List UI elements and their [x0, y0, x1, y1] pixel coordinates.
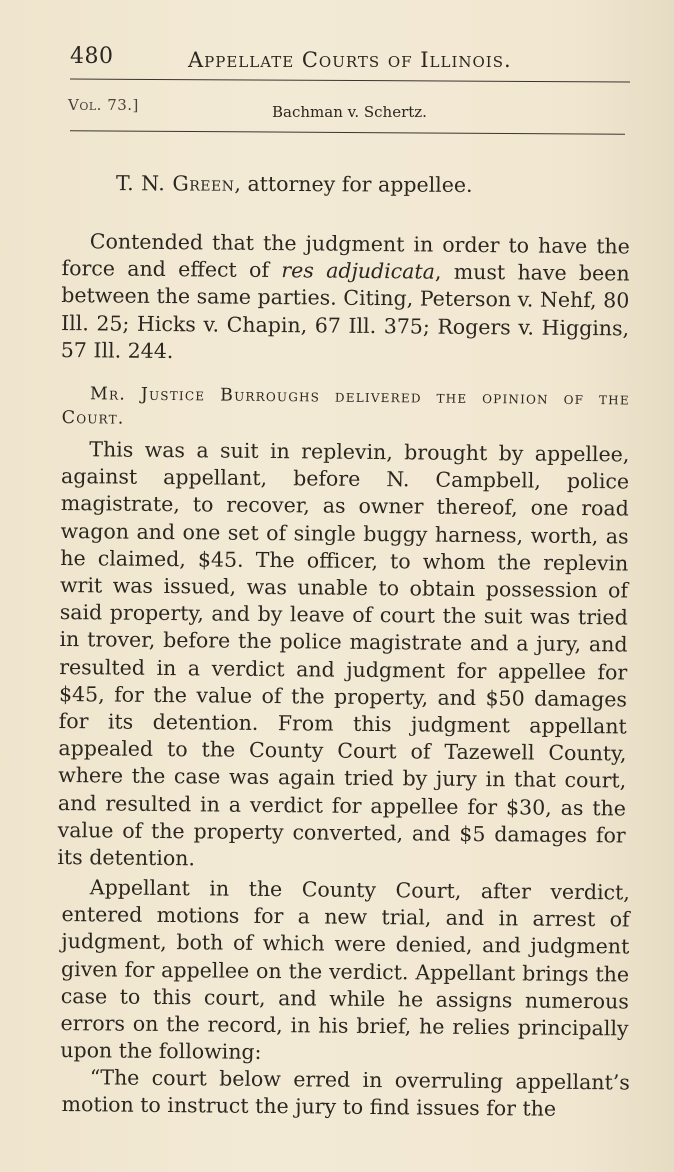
header-rule-bottom: [70, 130, 625, 134]
appellant-block: [60, 874, 630, 1070]
volume-label: Vol. 73.]: [68, 96, 139, 114]
opinion-heading: Mr. Justice Burroughs delivered the opinion of the Court.: [61, 384, 630, 429]
contended-block: [61, 228, 630, 369]
quote-block: [61, 1064, 629, 1124]
contended-text-after: , must have been between the same parties. Citing, Peterson v. Nehf, 80 Ill. 25; Hicks v. Chapin, 67 Ill. 375; Rogers v. Higgins, 57 Ill. 244.: [60, 259, 630, 363]
attorney-name: T. N. Green: [115, 171, 235, 196]
opinion-paragraph-2: Appellant in the County Court, after verdict, entered motions for a new trial, and in arrest of judgment, both of which were denied, and judgment given for appellee on the verdict. Appellant brings the case to this court, and while he assigns numerous errors on the record, in his brief, he relies principally upon the following:: [60, 875, 630, 1065]
page-number: 480: [70, 44, 114, 69]
header-rule-top: [70, 79, 630, 83]
page-header: [70, 44, 630, 74]
opinion-paragraph-1: This was a suit in replevin, brought by appellee, against appellant, before N. Campbell, police magistrate, to recover, as owner thereof, one road wagon and one set of single buggy harness, worth, as he claimed, $45. The officer, to whom the replevin writ was issued, was unable to obtain possession of said property, and by leave of court the suit was tried in trover, before the police magistrate and a jury, and resulted in a verdict and judgment for appellee for $45, for the value of the property, and $50 damages for its detention. From this judgment appellant appealed to the County Court of Tazewell County, where the case was again tried by jury in that court, and resulted in a verdict for appellee for $30, as the value of the property converted, and $5 damages for its detention.: [57, 437, 630, 871]
contended-text-before: Contended that the judgment in order to have the force and effect of: [61, 229, 630, 283]
case-name: Bachman v. Schertz.: [272, 103, 427, 121]
opinion-block: [57, 382, 630, 877]
contended-italic-term: res adjudicata: [281, 258, 436, 284]
attorney-line: [116, 171, 473, 197]
opinion-paragraph-3: “The court below erred in overruling appellant’s motion to instruct the jury to find issues for the: [61, 1065, 630, 1121]
contended-paragraph: [61, 228, 630, 369]
attorney-role: , attorney for appellee.: [234, 171, 473, 197]
running-title: Appellate Courts of Illinois.: [188, 48, 512, 72]
